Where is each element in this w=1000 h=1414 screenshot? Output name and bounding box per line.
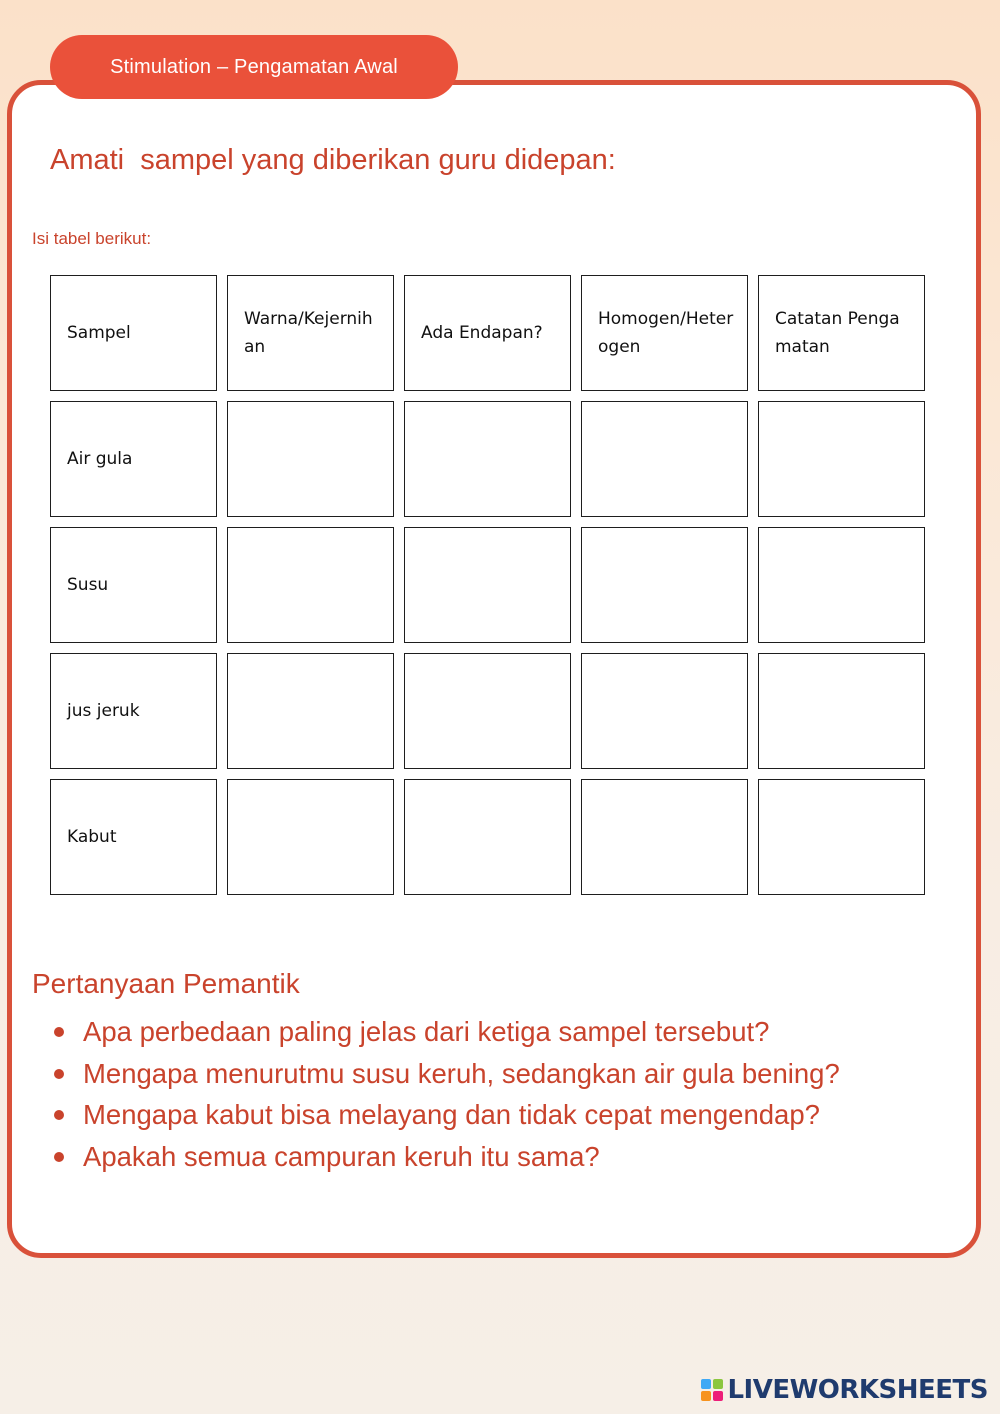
questions-list (50, 1011, 970, 1177)
answer-input-warna[interactable] (227, 779, 394, 895)
header-cell-endapan: Ada Endapan? (404, 275, 571, 391)
answer-input-homogen[interactable] (581, 653, 748, 769)
answer-input-catatan[interactable] (758, 401, 925, 517)
question-item: Apakah semua campuran keruh itu sama? (50, 1136, 970, 1178)
sample-cell: Kabut (50, 779, 217, 895)
answer-input-catatan[interactable] (758, 779, 925, 895)
bullet-icon (54, 1110, 64, 1120)
question-item: Mengapa kabut bisa melayang dan tidak cepat mengendap? (50, 1094, 970, 1136)
answer-input-homogen[interactable] (581, 779, 748, 895)
answer-input-warna[interactable] (227, 527, 394, 643)
sample-cell: jus jeruk (50, 653, 217, 769)
sample-cell: Air gula (50, 401, 217, 517)
header-cell-homogen: Homogen/Heterogen (581, 275, 748, 391)
question-item: Mengapa menurutmu susu keruh, sedangkan air gula bening? (50, 1053, 970, 1095)
sample-cell: Susu (50, 527, 217, 643)
section-tab: Stimulation – Pengamatan Awal (50, 35, 458, 99)
answer-input-homogen[interactable] (581, 527, 748, 643)
header-cell-sampel: Sampel (50, 275, 217, 391)
liveworksheets-logo (701, 1374, 988, 1406)
answer-input-endapan[interactable] (404, 527, 571, 643)
bullet-icon (54, 1152, 64, 1162)
header-cell-catatan: Catatan Pengamatan (758, 275, 925, 391)
table-instruction: Isi tabel berikut: (32, 229, 152, 248)
answer-input-homogen[interactable] (581, 401, 748, 517)
answer-input-warna[interactable] (227, 401, 394, 517)
answer-input-warna[interactable] (227, 653, 394, 769)
answer-input-catatan[interactable] (758, 653, 925, 769)
bullet-icon (54, 1069, 64, 1079)
instruction-heading: Amati sampel yang diberikan guru didepan: (50, 144, 616, 176)
answer-input-endapan[interactable] (404, 653, 571, 769)
answer-input-endapan[interactable] (404, 401, 571, 517)
logo-mark-icon (701, 1379, 723, 1401)
bullet-icon (54, 1027, 64, 1037)
logo-text: LIVEWORKSHEETS (727, 1375, 988, 1405)
questions-title: Pertanyaan Pemantik (32, 968, 300, 999)
question-item: Apa perbedaan paling jelas dari ketiga sampel tersebut? (50, 1011, 970, 1053)
header-cell-warna: Warna/Kejernihan (227, 275, 394, 391)
answer-input-catatan[interactable] (758, 527, 925, 643)
observation-table (50, 275, 925, 895)
answer-input-endapan[interactable] (404, 779, 571, 895)
